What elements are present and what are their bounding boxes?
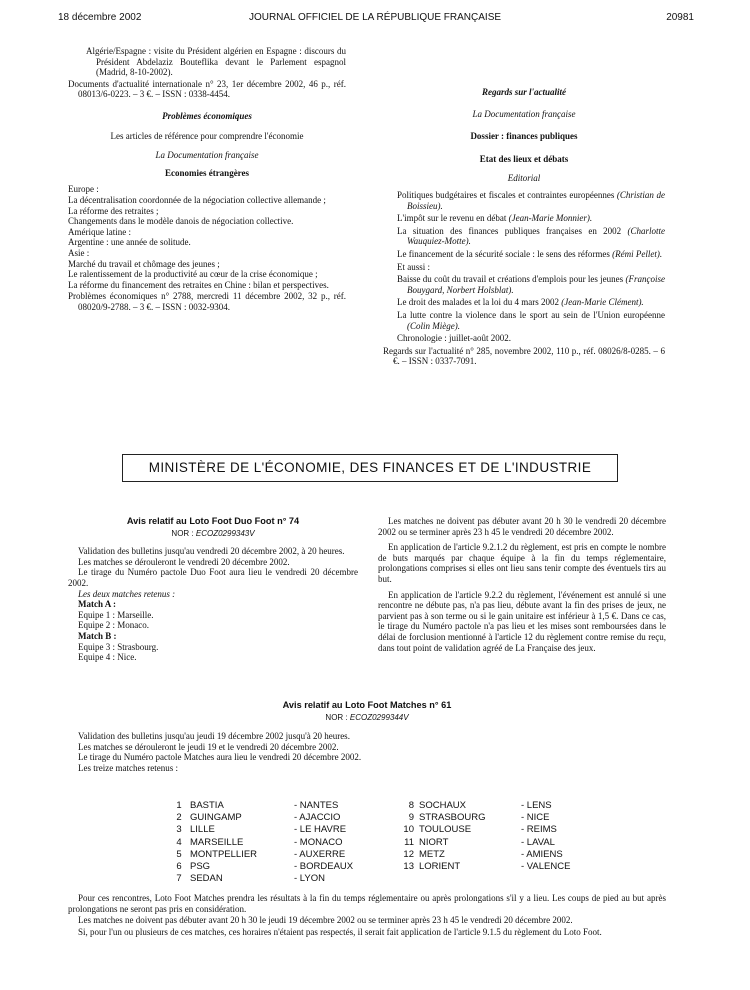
table-row [168,824,394,836]
regards-actualite-title: Regards sur l'actualité [481,87,566,97]
list-item-text: La lutte contre la violence dans le sport au sein de l'Union européenne [397,309,665,320]
list-item [397,333,665,344]
home-team: MARSEILLE [190,836,244,848]
duo-foot-nor [68,529,358,540]
list-item-text: Politiques budgétaires et fiscales et contraintes européennes [397,189,617,200]
matches-article-915: Si, pour l'un ou plusieurs de ces matches, ces horaires n'étaient pas respectés, il serait fait application de l'article 9.1.5 du règlement du Loto Foot. [78,926,602,937]
away-team: - AJACCIO [294,812,341,824]
list-item-author: (Colin Miège). [407,320,460,331]
matches-horaires-rule: Les matches ne doivent pas débuter avant 20 h 30 le jeudi 19 décembre 2002 ou se terminer après 23 h 45 le vendredi 20 décembre 2002. [78,915,573,926]
list-item-text: Et aussi : [397,261,430,272]
match-number: 12 [403,848,414,860]
home-team: SEDAN [190,873,223,885]
home-team: MONTPELLIER [190,848,258,860]
list-item: Changements dans le modèle danois de négociation collective. [68,216,294,227]
list-item: Marché du travail et chômage des jeunes ; [68,258,220,269]
list-item-author: (Christian de Boissieu). [407,189,665,211]
away-team: - AUXERRE [294,848,346,860]
list-item: La décentralisation coordonnée de la négociation collective allemande ; [68,194,326,205]
match-b-team-3: Equipe 3 : Strasbourg. [78,641,159,652]
home-team: BASTIA [190,800,224,811]
left-column [68,46,346,312]
away-team: - LENS [521,800,552,811]
list-item-text: Le droit des malades et la loi du 4 mars 2002 [397,297,562,308]
matches-notice [68,700,666,774]
duo-foot-notice-left [68,516,358,663]
problemes-contents-list [68,184,346,290]
list-item [397,190,665,211]
match-number: 1 [176,800,182,811]
duo-horaires: Les matches ne doivent pas débuter avant 20 h 30 le vendredi 20 décembre 2002 ou se terminer après 23 h 45 le vendredi 20 décembre 2002. [378,516,666,537]
matches-resultats-rule: Pour ces rencontres, Loto Foot Matches prendra les résultats à la fin du temps réglementaire ou après prolongations s'il y a lieu. Les coups de pied au but après prolongations ne seront pas pris en considération. [68,893,666,914]
problemes-economiques-title: Problèmes économiques [162,110,252,121]
match-number: 4 [176,836,182,848]
list-item-text: L'impôt sur le revenu en débat [397,213,509,224]
matches-validation: Validation des bulletins jusqu'au jeudi 19 décembre 2002 jusqu'à 20 heures. [78,731,350,742]
duo-article-922: En application de l'article 9.2.2 du règlement, l'événement est annulé si une rencontre ne débute pas, n'a pas lieu, débute avant la fin des prises de jeux, ne parvient pas à son terme ou si le gain unitaire est inférieur à 1,5 €. Dans ce cas, le tirage du Numéro pactole n'a pas lieu et les mises sont remboursées dans le délai de forclusion mentionné à l'article 12 du règlement contre remise du reçu, dans tout point de validation agréé de La Française des jeux. [378,589,666,653]
nor-code: ECOZ0299343V [195,528,255,538]
match-b-label: Match B : [78,630,117,641]
economies-etrangeres-heading: Economies étrangères [164,167,250,178]
editorial-label: Editorial [507,173,541,184]
table-row [168,861,394,873]
match-number: 7 [176,873,182,885]
away-team: - LE HAVRE [294,824,347,836]
list-item [397,226,665,247]
home-team: PSG [190,861,211,873]
away-team: - MONACO [294,836,343,848]
table-row [168,800,394,812]
problemes-publisher: La Documentation française [155,150,259,161]
table-row [394,812,611,824]
duo-foot-title: Avis relatif au Loto Foot Duo Foot n° 74 [126,516,300,526]
match-b-team-4: Equipe 4 : Nice. [78,652,137,663]
matches-tirage: Le tirage du Numéro pactole Matches aura lieu le vendredi 20 décembre 2002. [78,752,362,763]
list-item: Europe : [68,184,99,195]
list-item-author: (Jean-Marie Monnier). [508,213,593,224]
home-team: STRASBOURG [419,812,486,824]
match-number: 9 [408,812,414,824]
match-number: 2 [176,812,182,824]
list-item [397,249,665,260]
away-team: - LYON [294,873,325,885]
header-page-number: 20981 [666,12,694,23]
regards-contents-list [383,190,665,344]
matches-table-left [168,800,394,885]
regards-publisher: La Documentation française [472,108,576,119]
duo-validation: Validation des bulletins jusqu'au vendredi 20 décembre 2002, à 20 heures. [78,546,345,557]
away-team: - AMIENS [521,848,563,860]
list-item-text: Baisse du coût du travail et créations d'emplois pour les jeunes [397,274,626,285]
list-item-author: (Charlotte Wauquiez-Motte). [407,225,665,247]
away-team: - NICE [521,812,550,824]
list-item [397,274,665,295]
right-column [383,87,665,367]
match-number: 5 [176,848,182,860]
home-team: METZ [419,848,445,860]
dossier-heading: Dossier : finances publiques [470,131,578,142]
match-a-team-2: Equipe 2 : Monaco. [78,620,149,631]
header-date: 18 décembre 2002 [58,12,142,23]
list-item [397,262,665,273]
list-item [397,213,665,224]
list-item-author: (Rémi Pellet). [612,248,663,259]
table-row [168,837,394,849]
list-item: La réforme des retraites ; [68,205,159,216]
list-item-text: La situation des finances publiques françaises en 2002 [397,225,628,236]
problemes-economiques-ref: Problèmes économiques n° 2788, mercredi 11 décembre 2002, 32 p., réf. 08020/9-2788. – 3 €. – ISSN : 0032-9304. [68,291,346,312]
matches-table-right [394,800,611,873]
matches-title: Avis relatif au Loto Foot Matches n° 61 [282,700,452,710]
match-a-label: Match A : [78,599,116,610]
nor-label: NOR : [171,528,196,538]
regards-actualite-ref: Regards sur l'actualité n° 285, novembre 2002, 110 p., réf. 08026/8-0285. – 6 €. – ISSN : 0337-7091. [383,345,665,367]
list-item-text: Le financement de la sécurité sociale : le sens des réformes [397,248,613,259]
list-item-text: Chronologie : juillet-août 2002. [397,333,511,344]
table-row [394,861,611,873]
list-item-author: (Jean-Marie Clément). [561,297,644,308]
list-item [397,297,665,308]
nor-label: NOR : [325,712,350,722]
list-item [397,310,665,331]
table-row [168,812,394,824]
match-a-team-1: Equipe 1 : Marseille. [78,609,154,620]
duo-tirage: Le tirage du Numéro pactole Duo Foot aura lieu le vendredi 20 décembre 2002. [68,567,358,588]
match-number: 10 [403,824,414,836]
duo-matches-retenus: Les deux matches retenus : [78,588,176,599]
nor-code: ECOZ0299344V [349,712,409,722]
duo-foot-notice-right [378,516,666,653]
match-number: 8 [408,800,414,811]
list-item: Amérique latine : [68,226,131,237]
away-team: - REIMS [521,824,557,836]
table-row [168,849,394,861]
documents-actualite-ref: Documents d'actualité internationale n° 23, 1er décembre 2002, 46 p., réf. 08013/6-0223. – 3 €. – ISSN : 0338-4454. [68,78,346,100]
duo-deroulement: Les matches se dérouleront le vendredi 20 décembre 2002. [78,556,290,567]
duo-article-9212: En application de l'article 9.2.1.2 du règlement, est pris en compte le nombre de buts marqués par chaque équipe à la fin du temps réglementaire, prolongations comprises si elles ont lieu sans tenir compte des éventuels tirs au but. [378,542,666,584]
table-row [394,800,611,812]
match-number: 3 [176,824,182,836]
table-row [168,873,394,885]
table-row [394,837,611,849]
away-team: - NANTES [294,800,339,811]
away-team: - VALENCE [521,861,571,873]
matches-footer [68,893,666,937]
match-number: 6 [176,861,182,873]
away-team: - LAVAL [521,836,555,848]
problemes-subtitle: Les articles de référence pour comprendre l'économie [110,130,304,141]
table-row [394,849,611,861]
matches-treize-retenus: Les treize matches retenus : [78,762,178,773]
home-team: LORIENT [419,861,461,873]
match-number: 13 [403,861,414,873]
etat-des-lieux-heading: Etat des lieux et débats [479,153,569,164]
home-team: NIORT [419,836,449,848]
list-item: Asie : [68,247,90,258]
matches-nor [68,713,666,724]
header-journal-title: JOURNAL OFFICIEL DE LA RÉPUBLIQUE FRANÇAISE [248,12,502,23]
matches-deroulement: Les matches se dérouleront le jeudi 19 et le vendredi 20 décembre 2002. [78,741,339,752]
home-team: TOULOUSE [419,824,472,836]
match-number: 11 [404,836,414,848]
away-team: - BORDEAUX [294,861,354,873]
list-item: Le ralentissement de la productivité au cœur de la crise économique ; [68,269,318,280]
home-team: GUINGAMP [190,812,242,824]
algeria-espagne-entry: Algérie/Espagne : visite du Président algérien en Espagne : discours du Président Abdelaziz Bouteflika devant le Parlement espagnol (Madrid, 8-10-2002). [86,46,346,78]
home-team: LILLE [190,824,215,836]
ministry-banner: MINISTÈRE DE L'ÉCONOMIE, DES FINANCES ET DE L'INDUSTRIE [122,454,618,482]
home-team: SOCHAUX [419,800,466,811]
table-row [394,824,611,836]
list-item: Argentine : une année de solitude. [68,237,191,248]
list-item: La réforme du financement des retraites en Chine : bilan et perspectives. [68,279,329,290]
list-item-author: (Françoise Bouygard, Norbert Holsblat). [407,274,665,295]
